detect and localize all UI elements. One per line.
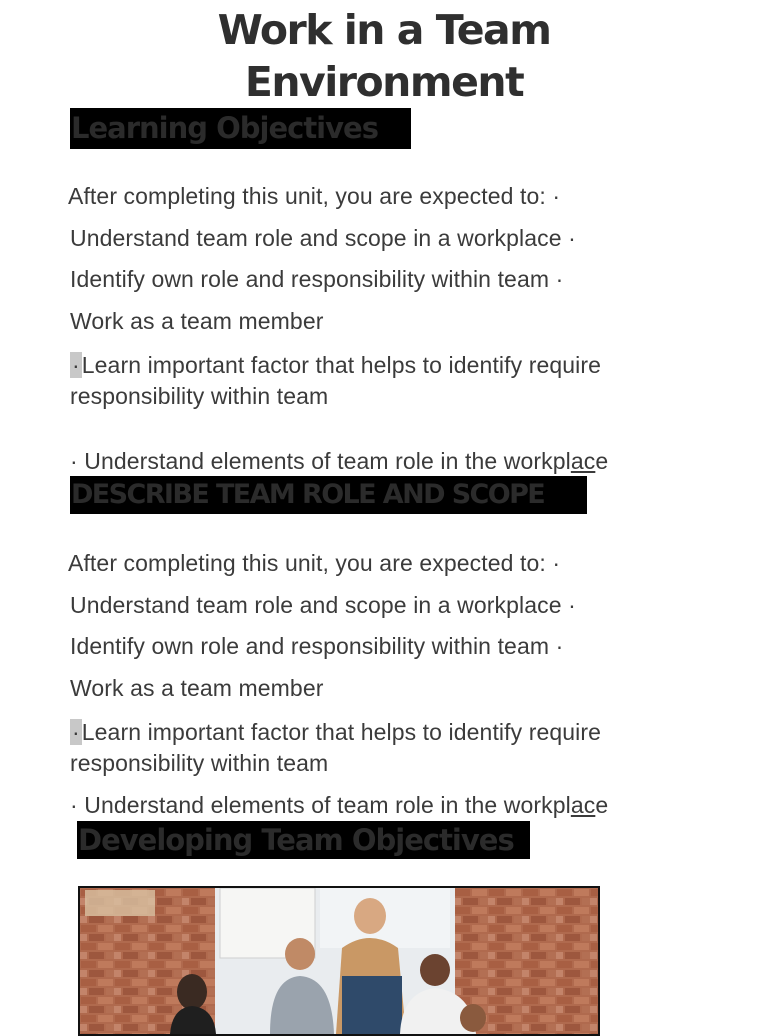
document-title — [0, 4, 768, 108]
title-line-1: Work in a Team — [217, 6, 551, 54]
person-glasses-head — [285, 938, 315, 970]
section1-line-2: Understand team role and scope in a workplace · — [70, 225, 576, 251]
section1-line-7-suffix: e — [595, 448, 609, 474]
section1-line-7-prefix: · Understand elements of team role in the workpl — [70, 448, 571, 474]
section1-line-7-underlined: ac — [570, 448, 596, 474]
section2-line-7-underlined: ac — [570, 792, 596, 818]
person-right-head — [420, 954, 450, 986]
person-standing-jeans — [342, 976, 402, 1034]
team-photo-illustration — [80, 888, 598, 1034]
section1-line-4: Work as a team member — [70, 308, 324, 334]
section2-line-1: After completing this unit, you are expected to: · — [68, 550, 561, 576]
section2-line-3: Identify own role and responsibility within team · — [70, 633, 564, 659]
notes-board — [85, 890, 155, 916]
section1-line-5-text: Learn important factor that helps to identify require — [81, 352, 602, 378]
section1-line-7 — [70, 446, 608, 476]
section1-line-3: Identify own role and responsibility within team · — [70, 266, 564, 292]
bullet-highlight: · — [72, 352, 80, 378]
developing-team-objectives-heading: Developing Team Objectives — [77, 821, 530, 859]
section1-line-5 — [70, 350, 601, 380]
section1-line-6: responsibility within team — [70, 383, 329, 409]
describe-team-role-heading: DESCRIBE TEAM ROLE AND SCOPE — [70, 476, 587, 514]
section2-line-6: responsibility within team — [70, 750, 329, 776]
section2-line-5-text: Learn important factor that helps to identify require — [81, 719, 602, 745]
title-line-2: Environment — [244, 58, 524, 106]
section2-line-4: Work as a team member — [70, 675, 324, 701]
section2-line-7-suffix: e — [595, 792, 609, 818]
team-meeting-photo — [78, 886, 600, 1036]
learning-objectives-heading: Learning Objectives — [70, 108, 411, 149]
person-standing-head — [354, 898, 386, 934]
section1-line-1: After completing this unit, you are expected to: · — [68, 183, 561, 209]
person-left-hair — [177, 974, 207, 1010]
bullet-highlight: · — [72, 719, 80, 745]
section2-line-7-prefix: · Understand elements of team role in the workpl — [70, 792, 571, 818]
person-front-head — [460, 1004, 486, 1032]
section2-line-5 — [70, 717, 601, 747]
section2-line-2: Understand team role and scope in a workplace · — [70, 592, 576, 618]
section2-line-7 — [70, 790, 608, 820]
